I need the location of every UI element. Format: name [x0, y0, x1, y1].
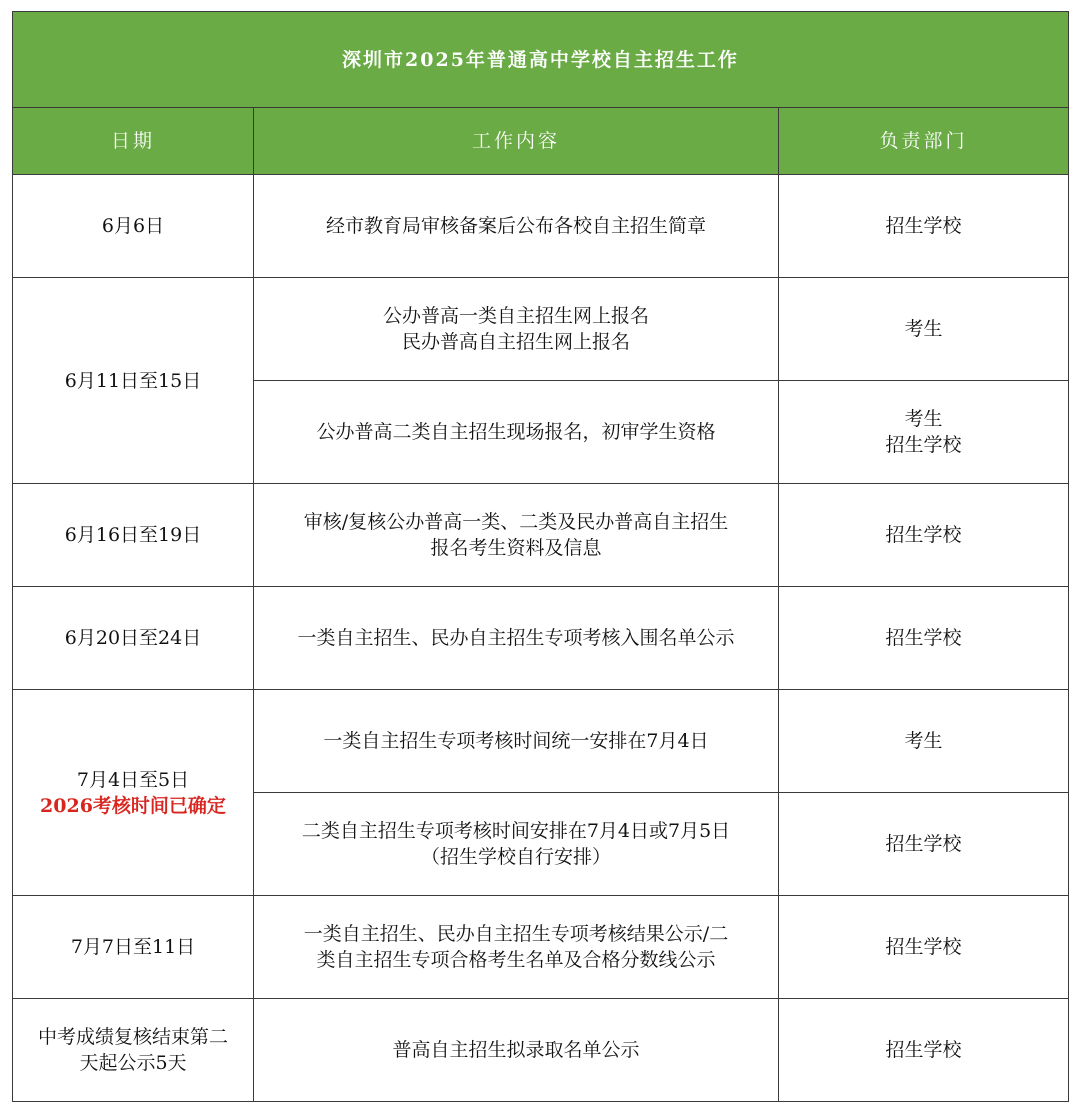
content-line: 民办普高自主招生网上报名 — [401, 331, 630, 353]
date-cell: 6月6日 — [13, 175, 254, 278]
content-line: 报名考生资料及信息 — [430, 537, 602, 559]
content-cell — [254, 484, 779, 587]
dept-cell: 招生学校 — [779, 175, 1069, 278]
content-cell — [254, 793, 779, 896]
table-row — [13, 278, 1069, 381]
dept-line: 考生 — [904, 408, 943, 430]
dept-cell: 招生学校 — [779, 896, 1069, 999]
header-content: 工作内容 — [254, 108, 779, 175]
content-line: （招生学校自行安排） — [420, 846, 611, 868]
table-row — [13, 999, 1069, 1102]
content-cell: 普高自主招生拟录取名单公示 — [254, 999, 779, 1102]
content-cell: 一类自主招生、民办自主招生专项考核入围名单公示 — [254, 587, 779, 690]
content-cell — [254, 278, 779, 381]
dept-cell: 考生 — [779, 690, 1069, 793]
dept-cell: 招生学校 — [779, 484, 1069, 587]
dept-cell: 招生学校 — [779, 999, 1069, 1102]
dept-cell: 招生学校 — [779, 793, 1069, 896]
date-cell: 6月16日至19日 — [13, 484, 254, 587]
content-cell — [254, 896, 779, 999]
date-line: 天起公示5天 — [79, 1052, 187, 1074]
date-cell: 6月11日至15日 — [13, 278, 254, 484]
date-cell: 7月7日至11日 — [13, 896, 254, 999]
date-line: 7月4日至5日 — [76, 768, 190, 791]
content-line: 二类自主招生专项考核时间安排在7月4日或7月5日 — [301, 820, 731, 842]
dept-cell — [779, 381, 1069, 484]
date-cell: 6月20日至24日 — [13, 587, 254, 690]
dept-cell: 考生 — [779, 278, 1069, 381]
date-note: 2026考核时间已确定 — [40, 794, 226, 817]
content-cell: 一类自主招生专项考核时间统一安排在7月4日 — [254, 690, 779, 793]
table-row — [13, 896, 1069, 999]
content-line: 审核/复核公办普高一类、二类及民办普高自主招生 — [303, 511, 729, 533]
table-row — [13, 587, 1069, 690]
header-dept: 负责部门 — [779, 108, 1069, 175]
table-row — [13, 690, 1069, 793]
content-line: 公办普高一类自主招生网上报名 — [382, 305, 649, 327]
enrollment-schedule-table — [12, 11, 1069, 1102]
table-row — [13, 175, 1069, 278]
content-line: 类自主招生专项合格考生名单及合格分数线公示 — [316, 949, 716, 971]
content-cell: 经市教育局审核备案后公布各校自主招生简章 — [254, 175, 779, 278]
date-line: 中考成绩复核结束第二 — [37, 1026, 228, 1048]
header-date: 日期 — [13, 108, 254, 175]
dept-line: 招生学校 — [885, 434, 962, 456]
date-cell — [13, 999, 254, 1102]
content-line: 一类自主招生、民办自主招生专项考核结果公示/二 — [303, 923, 729, 945]
dept-cell: 招生学校 — [779, 587, 1069, 690]
content-cell: 公办普高二类自主招生现场报名，初审学生资格 — [254, 381, 779, 484]
date-cell — [13, 690, 254, 896]
table-row — [13, 484, 1069, 587]
page-title: 深圳市2025年普通高中学校自主招生工作 — [13, 12, 1069, 108]
